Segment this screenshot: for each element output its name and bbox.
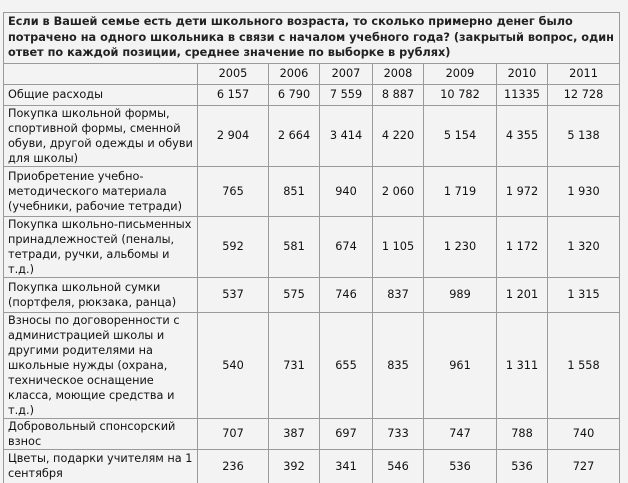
value-cell: 1 558 (548, 312, 620, 418)
value-cell: 2 060 (373, 166, 424, 216)
value-cell: 733 (373, 418, 424, 449)
row-label: Цветы, подарки учителям на 1 сентября (4, 449, 198, 483)
value-cell: 12 728 (548, 84, 620, 105)
survey-spending-table (3, 12, 620, 483)
year-header: 2009 (424, 63, 497, 84)
table-row (4, 312, 620, 418)
table-row (4, 166, 620, 216)
value-cell: 731 (269, 312, 320, 418)
row-label: Покупка школьно-письменных принадлежностей (пеналы, тетради, ручки, альбомы и т.д.) (4, 216, 198, 277)
value-cell: 788 (497, 418, 548, 449)
table-row (4, 84, 620, 105)
value-cell: 655 (320, 312, 373, 418)
value-cell: 851 (269, 166, 320, 216)
header-row (4, 63, 620, 84)
value-cell: 536 (424, 449, 497, 483)
value-cell: 8 887 (373, 84, 424, 105)
value-cell: 592 (198, 216, 269, 277)
row-label: Общие расходы (4, 84, 198, 105)
row-label: Взносы по договоренности с администрацией школы и другими родителями на школьные нужды (охрана, техническое оснащение класса, моющие средства и т.д.) (4, 312, 198, 418)
value-cell: 1 320 (548, 216, 620, 277)
value-cell: 10 782 (424, 84, 497, 105)
value-cell: 940 (320, 166, 373, 216)
value-cell: 746 (320, 277, 373, 312)
value-cell: 2 664 (269, 105, 320, 166)
value-cell: 341 (320, 449, 373, 483)
value-cell: 392 (269, 449, 320, 483)
value-cell: 6 157 (198, 84, 269, 105)
value-cell: 837 (373, 277, 424, 312)
row-label: Покупка школьной сумки (портфеля, рюкзака, ранца) (4, 277, 198, 312)
header-empty-cell (4, 63, 198, 84)
value-cell: 581 (269, 216, 320, 277)
value-cell: 1 972 (497, 166, 548, 216)
table-row (4, 216, 620, 277)
year-header: 2011 (548, 63, 620, 84)
value-cell: 835 (373, 312, 424, 418)
value-cell: 387 (269, 418, 320, 449)
value-cell: 1 311 (497, 312, 548, 418)
value-cell: 11335 (497, 84, 548, 105)
value-cell: 6 790 (269, 84, 320, 105)
value-cell: 3 414 (320, 105, 373, 166)
value-cell: 697 (320, 418, 373, 449)
year-header: 2008 (373, 63, 424, 84)
table-title: Если в Вашей семье есть дети школьного возраста, то сколько примерно денег было потрачено на одного школьника в связи с началом учебного года? (закрытый вопрос, один ответ по каждой позиции, среднее значение по выборке в рублях) (4, 13, 620, 64)
value-cell: 575 (269, 277, 320, 312)
title-row (4, 13, 620, 64)
value-cell: 1 315 (548, 277, 620, 312)
value-cell: 765 (198, 166, 269, 216)
table-row (4, 449, 620, 483)
value-cell: 1 172 (497, 216, 548, 277)
value-cell: 5 154 (424, 105, 497, 166)
value-cell: 537 (198, 277, 269, 312)
value-cell: 1 930 (548, 166, 620, 216)
value-cell: 2 904 (198, 105, 269, 166)
value-cell: 5 138 (548, 105, 620, 166)
survey-table-container (3, 12, 620, 483)
year-header: 2010 (497, 63, 548, 84)
year-header: 2006 (269, 63, 320, 84)
year-header: 2005 (198, 63, 269, 84)
value-cell: 674 (320, 216, 373, 277)
value-cell: 740 (548, 418, 620, 449)
table-row (4, 277, 620, 312)
value-cell: 1 105 (373, 216, 424, 277)
value-cell: 1 201 (497, 277, 548, 312)
row-label: Добровольный спонсорский взнос (4, 418, 198, 449)
value-cell: 7 559 (320, 84, 373, 105)
value-cell: 707 (198, 418, 269, 449)
table-row (4, 105, 620, 166)
value-cell: 1 719 (424, 166, 497, 216)
value-cell: 727 (548, 449, 620, 483)
year-header: 2007 (320, 63, 373, 84)
value-cell: 236 (198, 449, 269, 483)
value-cell: 961 (424, 312, 497, 418)
value-cell: 546 (373, 449, 424, 483)
value-cell: 4 220 (373, 105, 424, 166)
value-cell: 536 (497, 449, 548, 483)
value-cell: 747 (424, 418, 497, 449)
value-cell: 989 (424, 277, 497, 312)
value-cell: 1 230 (424, 216, 497, 277)
value-cell: 4 355 (497, 105, 548, 166)
value-cell: 540 (198, 312, 269, 418)
table-row (4, 418, 620, 449)
row-label: Приобретение учебно-методического материала (учебники, рабочие тетради) (4, 166, 198, 216)
row-label: Покупка школьной формы, спортивной формы, сменной обуви, другой одежды и обуви для школы) (4, 105, 198, 166)
